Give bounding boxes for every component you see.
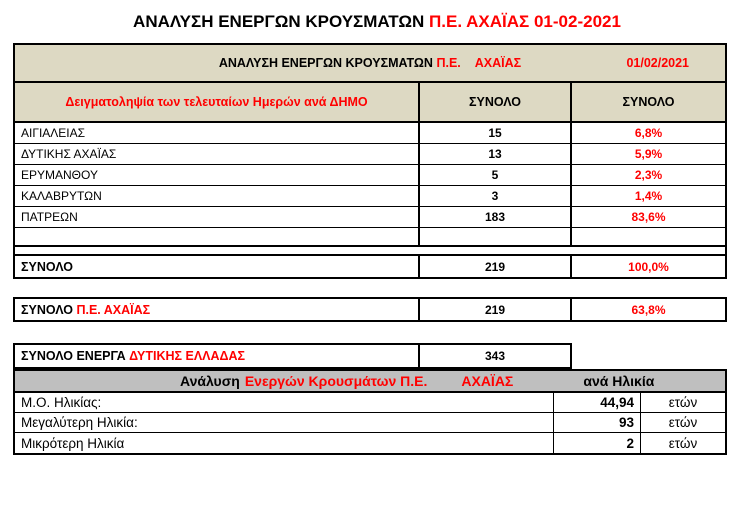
age-value-cell: 2 <box>553 433 640 453</box>
pct-cell: 6,8% <box>570 123 725 143</box>
table-row <box>15 207 725 228</box>
age-header-black-1: Ανάλυση <box>180 373 240 389</box>
age-row <box>15 413 725 433</box>
table-row <box>15 123 725 144</box>
total-row <box>13 254 727 279</box>
empty-row <box>15 228 725 245</box>
municipality-name-cell: ΠΑΤΡΕΩΝ <box>21 210 78 224</box>
age-table <box>13 369 727 455</box>
age-unit-cell: ετών <box>640 393 725 412</box>
table-row <box>15 144 725 165</box>
municipality-name-cell: ΕΡΥΜΑΝΘΟΥ <box>21 168 98 182</box>
summary-label-black: ΣΥΝΟΛΟ ΕΝΕΡΓΑ <box>21 349 130 363</box>
summary-pe-achaia-pct: 63,8% <box>570 299 725 320</box>
count-cell: 3 <box>418 186 570 206</box>
summary-pe-achaia-label <box>15 299 418 320</box>
pct-cell: 1,4% <box>570 186 725 206</box>
age-value-cell: 44,94 <box>553 393 640 412</box>
page-title-black: ΑΝΑΛΥΣΗ ΕΝΕΡΓΩΝ ΚΡΟΥΣΜΑΤΩΝ <box>133 12 429 31</box>
page-title <box>0 0 754 36</box>
age-label-cell: Μεγαλύτερη Ηλικία: <box>21 415 138 430</box>
pct-cell: 5,9% <box>570 144 725 164</box>
summary-label-red: ΔΥΤΙΚΗΣ ΕΛΛΑΔΑΣ <box>129 349 246 363</box>
age-label-cell: Μ.Ο. Ηλικίας: <box>21 395 102 410</box>
age-header-red-1: Ενεργών Κρουσμάτων Π.Ε. <box>244 373 428 389</box>
column-header-total-count: ΣΥΝΟΛΟ <box>418 83 570 121</box>
main-table-title-region: ΑΧΑΪΑΣ <box>474 56 522 70</box>
empty-cell <box>15 228 418 245</box>
page-title-red: Π.Ε. ΑΧΑΪΑΣ 01-02-2021 <box>429 12 621 31</box>
summary-pe-achaia-row <box>13 297 727 322</box>
count-cell: 183 <box>418 207 570 227</box>
table-row <box>15 186 725 207</box>
summary-pe-achaia-count: 219 <box>418 299 570 320</box>
age-header-black-2: ανά Ηλικία <box>583 373 655 389</box>
main-table-header <box>15 45 725 83</box>
summary-label-black: ΣΥΝΟΛΟ <box>21 302 77 317</box>
age-row <box>15 433 725 453</box>
empty-cell <box>570 228 725 245</box>
age-table-header <box>15 371 725 393</box>
age-label-cell: Μικρότερη Ηλικία <box>21 435 125 451</box>
age-header-red-2: ΑΧΑΪΑΣ <box>461 373 514 389</box>
main-table <box>13 43 727 247</box>
summary-label-red: Π.Ε. ΑΧΑΪΑΣ <box>76 302 151 317</box>
age-unit-cell: ετών <box>640 433 725 453</box>
table-row <box>15 165 725 186</box>
total-count-cell: 219 <box>418 256 570 277</box>
total-label: ΣΥΝΟΛΟ <box>21 259 73 274</box>
total-pct-cell: 100,0% <box>570 256 725 277</box>
municipality-name-cell: ΑΙΓΙΑΛΕΙΑΣ <box>21 126 86 140</box>
column-header-row <box>15 83 725 123</box>
municipality-name-cell: ΔΥΤΙΚΗΣ ΑΧΑΪΑΣ <box>21 147 117 161</box>
column-header-municipality: Δειγματοληψία των τελευταίων Ημερών ανά ΔΗΜΟ <box>65 95 368 109</box>
age-row <box>15 393 725 413</box>
column-header-total-pct: ΣΥΝΟΛΟ <box>570 83 725 121</box>
main-table-title-pe: Π.Ε. <box>436 56 461 70</box>
age-unit-cell: ετών <box>640 413 725 432</box>
count-cell: 13 <box>418 144 570 164</box>
table-spacer <box>13 247 727 254</box>
pct-cell: 83,6% <box>570 207 725 227</box>
pct-cell: 2,3% <box>570 165 725 185</box>
summary-dytiki-count: 343 <box>418 345 570 367</box>
main-table-title-black: ΑΝΑΛΥΣΗ ΕΝΕΡΓΩΝ ΚΡΟΥΣΜΑΤΩΝ <box>218 56 433 70</box>
report-date: 01/02/2021 <box>626 56 689 70</box>
count-cell: 5 <box>418 165 570 185</box>
summary-dytiki-ellada-row <box>13 343 572 369</box>
summary-dytiki-label <box>15 345 418 367</box>
municipality-name-cell: ΚΑΛΑΒΡΥΤΩΝ <box>21 189 102 203</box>
count-cell: 15 <box>418 123 570 143</box>
age-value-cell: 93 <box>553 413 640 432</box>
empty-cell <box>418 228 570 245</box>
